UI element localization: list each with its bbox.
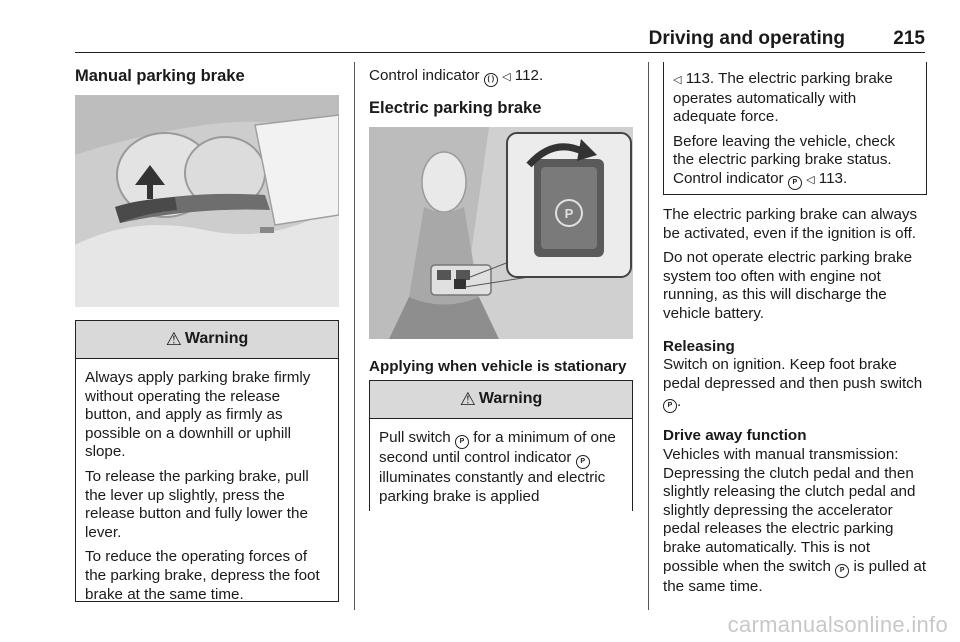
warning-paragraph: Pull switch P for a minimum of one second until control indicator P illuminates constantly and electric parking brake is applied — [379, 429, 616, 505]
brake-warning-symbol-icon: ( ) — [484, 73, 498, 87]
warning-title: Warning — [184, 330, 249, 348]
heading-electric-parking-brake: Electric parking brake — [369, 99, 542, 117]
warning-box-continued — [663, 62, 927, 195]
paragraph-do-not-operate: Do not operate electric parking brake system too often with engine not running, as this will discharge the vehicle battery. — [663, 249, 913, 322]
parking-brake-symbol-icon: P — [663, 399, 677, 413]
heading-manual-parking-brake: Manual parking brake — [75, 67, 245, 85]
warning-continued-paragraph-1: ◁ 113. The electric parking brake operates automatically with adequate force. — [673, 70, 893, 126]
parking-brake-symbol-icon: P — [788, 176, 802, 190]
section-title: Driving and operating — [648, 28, 845, 49]
drive-away-text: Vehicles with manual transmission: Depressing the clutch pedal and then slightly releasing the clutch pedal and slightly depressing the accelerator pedal releases the electric parking brake automatically. This is not possible when the switch P is pulled at the same time. — [663, 445, 927, 595]
column-divider-1 — [354, 62, 355, 610]
page-number: 215 — [893, 28, 925, 49]
warning-paragraph-2: To release the parking brake, pull the lever up slightly, press the release button and fully lower the lever. — [85, 467, 309, 541]
parking-brake-symbol-icon: P — [576, 455, 590, 469]
reference-arrow-icon: ◁ — [673, 74, 682, 86]
svg-text:P: P — [564, 206, 574, 221]
warning-paragraph-1: Always apply parking brake firmly without operating the release button, and apply as firmly as possible on a downhill or uphill slope. — [85, 369, 311, 461]
warning-triangle-icon: ⚠ — [165, 329, 182, 350]
subheading-applying: Applying when vehicle is stationary — [369, 358, 627, 375]
reference-arrow-icon: ◁ — [502, 71, 511, 83]
warning-body — [664, 62, 926, 198]
parking-brake-symbol-icon: P — [455, 435, 469, 449]
releasing-text: Switch on ignition. Keep foot brake pedal depressed and then push switch P . — [663, 356, 929, 413]
body-text — [663, 206, 929, 596]
warning-box-electric — [369, 380, 633, 511]
column-divider-2 — [648, 62, 649, 610]
parking-brake-symbol-icon: P — [835, 564, 849, 578]
electric-parking-brake-illustration — [369, 127, 633, 339]
warning-paragraph-3: To reduce the operating forces of the parking brake, depress the foot brake at the same time. — [85, 548, 320, 603]
warning-header — [76, 321, 338, 359]
warning-header — [370, 381, 632, 419]
warning-continued-paragraph-2: Before leaving the vehicle, check the electric parking brake status. Control indicator P ◁ 113. — [673, 133, 917, 190]
page-header — [75, 24, 925, 53]
warning-box-manual — [75, 320, 339, 602]
warning-body — [370, 419, 632, 514]
manual-parking-brake-illustration — [75, 95, 339, 307]
warning-body — [76, 359, 338, 612]
drive-away-title: Drive away function — [663, 427, 807, 445]
paragraph-always-activated: The electric parking brake can always be activated, even if the ignition is off. — [663, 206, 918, 242]
warning-triangle-icon: ⚠ — [459, 389, 476, 410]
reference-arrow-icon: ◁ — [806, 173, 815, 186]
warning-title: Warning — [478, 390, 543, 408]
releasing-title: Releasing — [663, 337, 735, 355]
watermark: carmanualsonline.info — [727, 612, 948, 637]
control-indicator-line: Control indicator ( ) ◁ 112. — [369, 67, 633, 87]
